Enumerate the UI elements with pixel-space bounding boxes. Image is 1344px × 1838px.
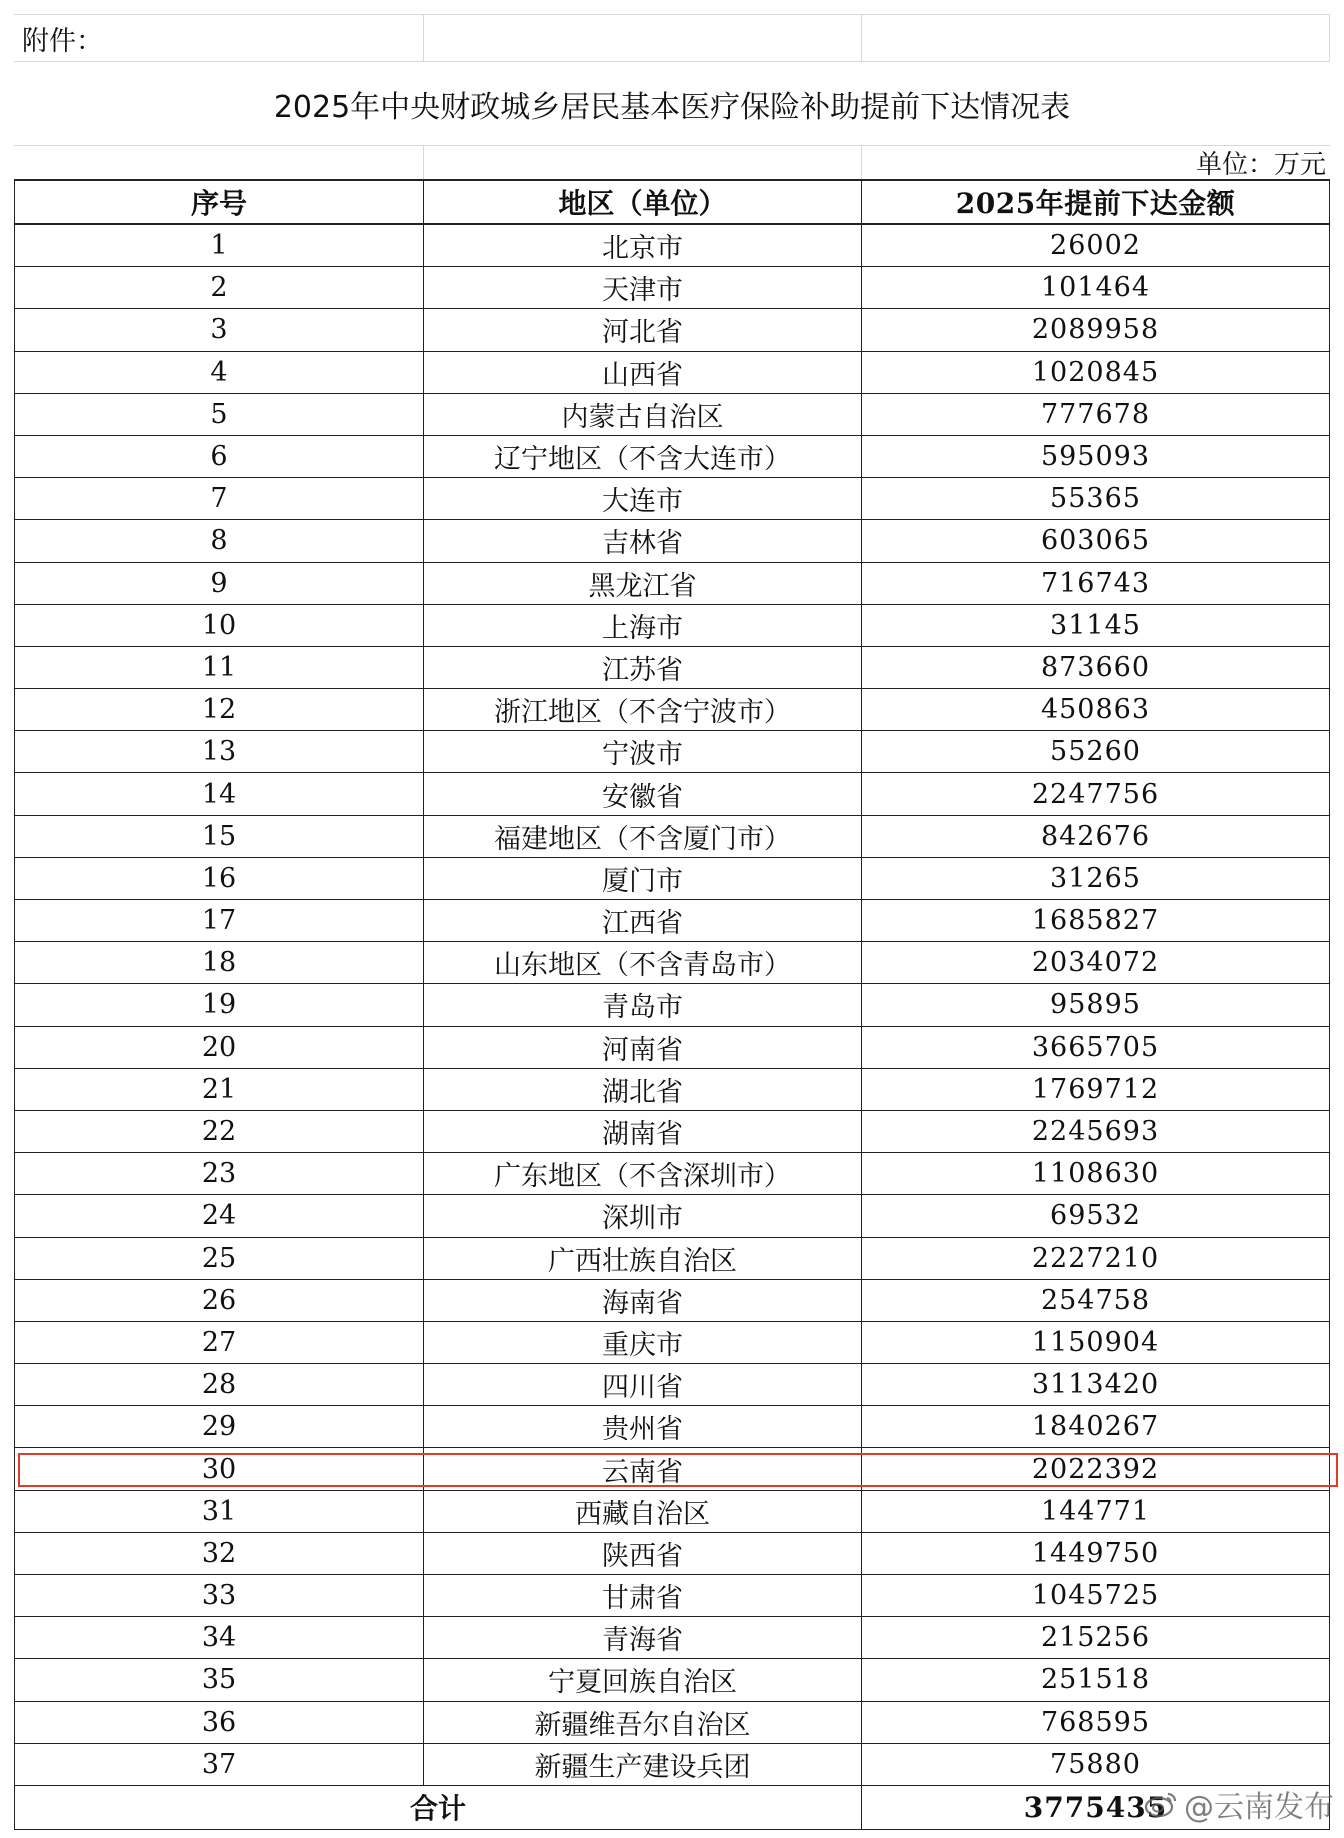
row-amount: 1150904 [862,1322,1330,1363]
table-row [14,478,1330,520]
row-region: 湖北省 [424,1069,862,1110]
row-index: 21 [14,1069,424,1110]
row-region: 贵州省 [424,1406,862,1447]
row-amount: 768595 [862,1702,1330,1743]
table-row [14,1195,1330,1237]
row-amount: 777678 [862,394,1330,435]
row-region: 重庆市 [424,1322,862,1363]
attachment-row [14,14,1330,62]
table-row [14,773,1330,815]
row-amount: 2227210 [862,1238,1330,1279]
row-amount: 1108630 [862,1153,1330,1194]
row-index: 29 [14,1406,424,1447]
row-region: 四川省 [424,1364,862,1405]
empty-cell [424,146,862,179]
row-region: 湖南省 [424,1111,862,1152]
table-row [14,225,1330,267]
table-row [14,647,1330,689]
row-region: 青岛市 [424,984,862,1025]
row-region: 安徽省 [424,773,862,814]
table-row [14,1659,1330,1701]
row-index: 19 [14,984,424,1025]
row-index: 3 [14,309,424,350]
row-index: 17 [14,900,424,941]
table-row [14,731,1330,773]
row-amount: 26002 [862,225,1330,266]
row-region: 陕西省 [424,1533,862,1574]
row-amount: 1449750 [862,1533,1330,1574]
table-row [14,520,1330,562]
row-amount: 873660 [862,647,1330,688]
table-row [14,1322,1330,1364]
row-index: 6 [14,436,424,477]
total-label: 合计 [14,1786,862,1829]
table-row [14,1491,1330,1533]
row-region: 江西省 [424,900,862,941]
attachment-label: 附件： [14,15,424,61]
table-row [14,1744,1330,1786]
row-index: 33 [14,1575,424,1616]
row-index: 23 [14,1153,424,1194]
row-index: 22 [14,1111,424,1152]
row-amount: 1685827 [862,900,1330,941]
row-region: 广西壮族自治区 [424,1238,862,1279]
row-region: 厦门市 [424,858,862,899]
table-header [14,181,1330,225]
row-region: 上海市 [424,605,862,646]
empty-cell [14,146,424,179]
row-amount: 1045725 [862,1575,1330,1616]
row-index: 2 [14,267,424,308]
watermark [1144,1782,1334,1826]
table-row [14,436,1330,478]
row-index: 34 [14,1617,424,1658]
row-index: 37 [14,1744,424,1785]
header-index: 序号 [14,181,424,223]
row-index: 20 [14,1027,424,1068]
row-index: 32 [14,1533,424,1574]
empty-cell [424,15,862,61]
total-row [14,1786,1330,1830]
table-row [14,352,1330,394]
row-region: 山西省 [424,352,862,393]
row-region: 广东地区（不含深圳市） [424,1153,862,1194]
row-index: 8 [14,520,424,561]
row-amount: 31265 [862,858,1330,899]
row-index: 7 [14,478,424,519]
row-amount: 2247756 [862,773,1330,814]
header-amount: 2025年提前下达金额 [862,181,1330,223]
watermark-text: @云南发布 [1184,1790,1334,1825]
unit-row [14,146,1330,181]
row-index: 27 [14,1322,424,1363]
row-amount: 254758 [862,1280,1330,1321]
row-region: 新疆维吾尔自治区 [424,1702,862,1743]
row-region: 吉林省 [424,520,862,561]
table-row [14,942,1330,984]
row-index: 31 [14,1491,424,1532]
row-amount: 716743 [862,563,1330,604]
row-index: 18 [14,942,424,983]
row-index: 14 [14,773,424,814]
row-amount: 595093 [862,436,1330,477]
row-index: 9 [14,563,424,604]
row-region: 辽宁地区（不含大连市） [424,436,862,477]
row-amount: 2245693 [862,1111,1330,1152]
row-amount: 101464 [862,267,1330,308]
row-amount: 69532 [862,1195,1330,1236]
table-row [14,605,1330,647]
row-index: 12 [14,689,424,730]
header-region: 地区（单位） [424,181,862,223]
row-region: 北京市 [424,225,862,266]
table-row [14,1702,1330,1744]
row-amount: 215256 [862,1617,1330,1658]
row-amount: 450863 [862,689,1330,730]
row-amount: 144771 [862,1491,1330,1532]
row-index: 1 [14,225,424,266]
table-row [14,689,1330,731]
row-index: 11 [14,647,424,688]
table-row [14,267,1330,309]
table-row [14,1280,1330,1322]
row-index: 16 [14,858,424,899]
row-region: 大连市 [424,478,862,519]
row-region: 深圳市 [424,1195,862,1236]
table-row [14,394,1330,436]
row-amount: 2034072 [862,942,1330,983]
row-region: 宁夏回族自治区 [424,1659,862,1700]
table-row [14,1364,1330,1406]
row-index: 4 [14,352,424,393]
row-region: 山东地区（不含青岛市） [424,942,862,983]
weibo-icon [1144,1790,1178,1818]
table-row [14,858,1330,900]
unit-label: 单位：万元 [1195,150,1326,180]
row-index: 28 [14,1364,424,1405]
row-region: 河北省 [424,309,862,350]
table-row [14,1238,1330,1280]
total-amount: 3775435 [862,1786,1330,1829]
row-region: 新疆生产建设兵团 [424,1744,862,1785]
row-amount: 55260 [862,731,1330,772]
row-region: 黑龙江省 [424,563,862,604]
row-region: 福建地区（不含厦门市） [424,816,862,857]
row-index: 25 [14,1238,424,1279]
table-row [14,1111,1330,1153]
table-row [14,1575,1330,1617]
table-row [14,1069,1330,1111]
table-row [14,900,1330,942]
row-region: 海南省 [424,1280,862,1321]
spreadsheet [14,14,1330,1830]
row-region: 云南省 [424,1448,862,1489]
row-index: 24 [14,1195,424,1236]
row-region: 天津市 [424,267,862,308]
row-region: 河南省 [424,1027,862,1068]
table-row [14,1533,1330,1575]
empty-cell [862,15,1330,61]
row-amount: 55365 [862,478,1330,519]
row-amount: 603065 [862,520,1330,561]
row-amount: 842676 [862,816,1330,857]
row-amount: 1020845 [862,352,1330,393]
table-row [14,1617,1330,1659]
row-region: 浙江地区（不含宁波市） [424,689,862,730]
row-index: 36 [14,1702,424,1743]
row-region: 青海省 [424,1617,862,1658]
row-amount: 3665705 [862,1027,1330,1068]
title-row [14,62,1330,146]
table-row [14,816,1330,858]
table-title: 2025年中央财政城乡居民基本医疗保险补助提前下达情况表 [273,89,1071,125]
table-row [14,309,1330,351]
row-amount: 1840267 [862,1406,1330,1447]
row-index: 13 [14,731,424,772]
row-index: 30 [14,1448,424,1489]
table-row [14,984,1330,1026]
table-row [14,1027,1330,1069]
row-index: 10 [14,605,424,646]
table-row [14,1153,1330,1195]
table-row [14,1448,1330,1490]
row-amount: 31145 [862,605,1330,646]
row-amount: 2022392 [862,1448,1330,1489]
row-region: 江苏省 [424,647,862,688]
table-body [14,225,1330,1786]
row-region: 西藏自治区 [424,1491,862,1532]
row-region: 内蒙古自治区 [424,394,862,435]
row-amount: 95895 [862,984,1330,1025]
row-amount: 3113420 [862,1364,1330,1405]
row-amount: 251518 [862,1659,1330,1700]
row-region: 宁波市 [424,731,862,772]
table-row [14,563,1330,605]
row-amount: 1769712 [862,1069,1330,1110]
row-amount: 75880 [862,1744,1330,1785]
row-amount: 2089958 [862,309,1330,350]
row-index: 5 [14,394,424,435]
row-index: 35 [14,1659,424,1700]
row-region: 甘肃省 [424,1575,862,1616]
row-index: 15 [14,816,424,857]
row-index: 26 [14,1280,424,1321]
table-row [14,1406,1330,1448]
